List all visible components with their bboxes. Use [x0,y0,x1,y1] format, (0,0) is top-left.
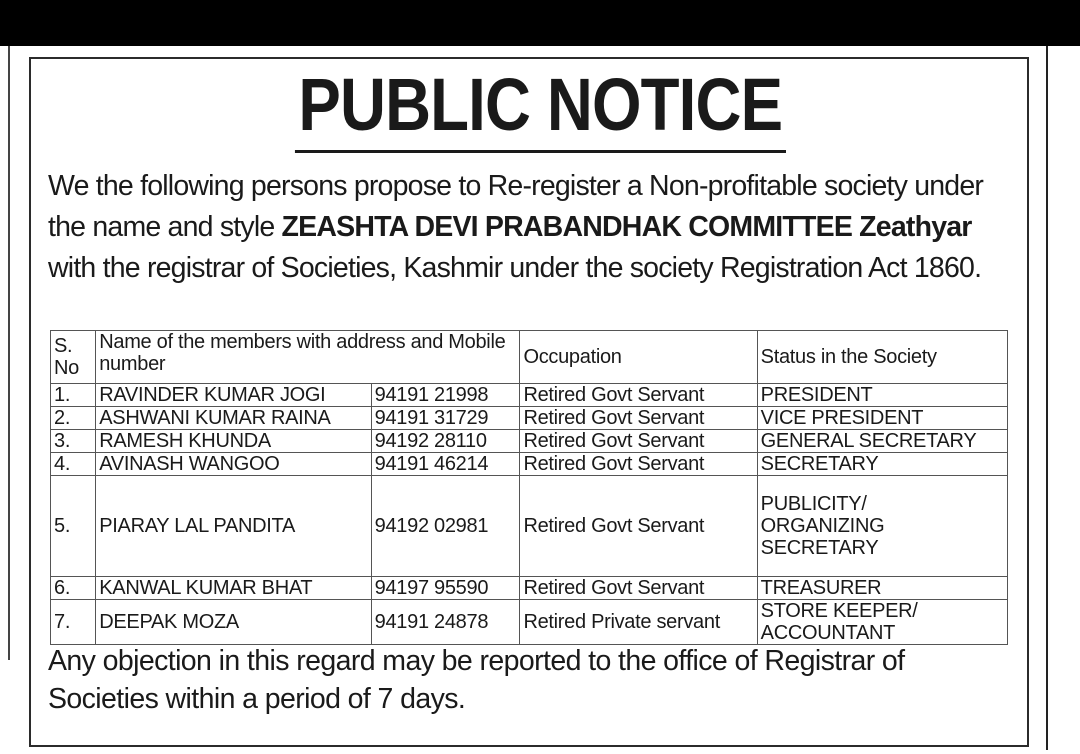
status-line: ACCOUNTANT [760,622,896,644]
table-row [51,476,1008,577]
row-no: 6. [51,577,96,600]
table-row [51,384,1008,407]
status-line: PUBLICITY/ [760,493,867,515]
row-phone: 94191 21998 [371,384,520,407]
row-name: DEEPAK MOZA [96,600,371,645]
intro-part1: We the following persons propose to Re-register a Non-profitable society under the name and style [48,170,984,243]
row-phone: 94191 46214 [371,453,520,476]
row-occupation: Retired Govt Servant [520,476,757,577]
row-occupation: Retired Govt Servant [520,430,757,453]
status-line: ORGANIZING [760,515,885,537]
notice-title [0,60,1080,153]
notice-intro [48,166,1013,289]
table-row [51,407,1008,430]
members-table [50,330,1008,645]
row-phone: 94191 24878 [371,600,520,645]
row-occupation: Retired Govt Servant [520,577,757,600]
row-no: 5. [51,476,96,577]
closing-text: Any objection in this regard may be reported to the office of Registrar of Societies within a period of 7 days. [48,645,905,715]
row-status: TREASURER [757,577,1007,600]
row-name: PIARAY LAL PANDITA [96,476,371,577]
table-row [51,600,1008,645]
table-row [51,577,1008,600]
row-status: GENERAL SECRETARY [757,430,1007,453]
row-status [757,600,1007,645]
row-status: VICE PRESIDENT [757,407,1007,430]
row-phone: 94192 02981 [371,476,520,577]
row-phone: 94192 28110 [371,430,520,453]
society-name: ZEASHTA DEVI PRABANDHAK COMMITTEE Zeathyar [281,211,972,243]
row-no: 4. [51,453,96,476]
row-status: PRESIDENT [757,384,1007,407]
row-name: RAMESH KHUNDA [96,430,371,453]
row-phone: 94197 95590 [371,577,520,600]
status-line: STORE KEEPER/ [760,600,918,622]
row-occupation: Retired Govt Servant [520,384,757,407]
row-occupation: Retired Govt Servant [520,453,757,476]
row-name: RAVINDER KUMAR JOGI [96,384,371,407]
row-no: 7. [51,600,96,645]
row-name: ASHWANI KUMAR RAINA [96,407,371,430]
table-header-row [51,331,1008,384]
header-name: Name of the members with address and Mobile number [96,331,520,384]
header-sno: S. No [51,331,96,384]
notice-title-text: PUBLIC NOTICE [295,60,786,153]
row-no: 2. [51,407,96,430]
status-line: SECRETARY [760,537,879,559]
row-name: AVINASH WANGOO [96,453,371,476]
table-row [51,453,1008,476]
row-phone: 94191 31729 [371,407,520,430]
intro-part2: with the registrar of Societies, Kashmir under the society Registration Act 1860. [48,252,982,284]
header-status: Status in the Society [757,331,1007,384]
row-no: 1. [51,384,96,407]
row-occupation: Retired Govt Servant [520,407,757,430]
row-status: SECRETARY [757,453,1007,476]
row-occupation: Retired Private servant [520,600,757,645]
header-occupation: Occupation [520,331,757,384]
row-no: 3. [51,430,96,453]
row-name: KANWAL KUMAR BHAT [96,577,371,600]
top-black-bar [0,0,1080,46]
table-row [51,430,1008,453]
row-status [757,476,1007,577]
